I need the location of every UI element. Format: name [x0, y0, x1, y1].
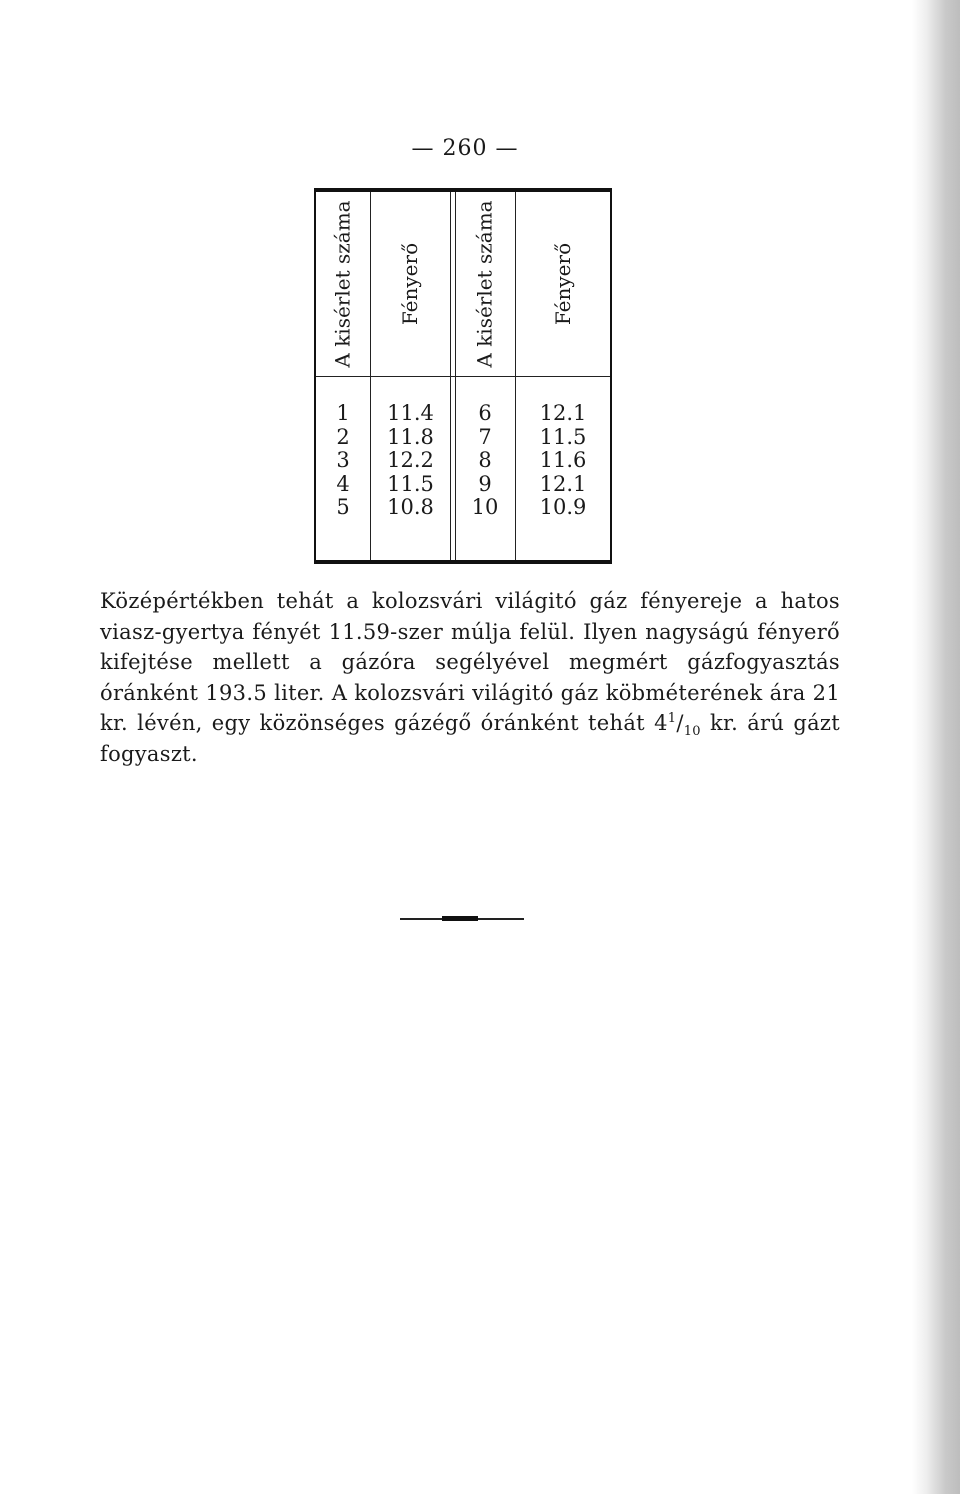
header-label: Fényerő: [398, 242, 423, 326]
table-cell: 11.8: [387, 424, 434, 449]
body-paragraph: Középértékben tehát a kolozsvári világitó gáz fényereje a hatos viasz-gyertya fényét 11.59-szer múlja felül. Ilyen nagyságú fényerő kifejtése mellett a gázóra segélyével megmért gázfogyasztás óránként 193.5 liter. A kolozsvári világitó gáz köbméterének ára 21 kr. lévén, egy közönséges gázégő óránként tehát $4^1/_{10}$ kr. árú gázt fogyaszt.: [100, 589, 840, 766]
table-cell: 11.4: [387, 401, 434, 425]
table-cell: 12.1: [539, 401, 587, 425]
table-cell: 7: [478, 424, 492, 449]
paragraph-text: Középértékben tehát a kolozsvári világitó gáz fényereje a hatos viasz-gyertya fényét 11.59-szer múlja felül. Ilyen nagyságú fényerő kifejtése mellett a gázóra segélyével megmért gázfogyasztás óránként 193.5 liter. A kolozsvári világitó gáz köbméterének ára 21 kr. lévén, egy közönséges gázégő óránként tehát: [100, 589, 840, 735]
table-cell: 11.5: [539, 424, 587, 449]
table-cell: 3: [336, 448, 350, 472]
fraction-numerator: 1: [667, 711, 677, 726]
table-cell: 10.9: [539, 495, 587, 519]
table-cell: 11.5: [387, 471, 434, 496]
fraction-whole: 4: [654, 711, 668, 735]
column-luminosity: [371, 402, 450, 520]
header-rule: [316, 376, 610, 377]
header-luminosity: [371, 192, 450, 376]
measurement-table: [314, 188, 612, 564]
column-experiment-number: [316, 402, 370, 520]
header-label: A kisérlet száma: [473, 200, 497, 368]
table-cell: 1: [336, 401, 350, 425]
table-cell: 5: [336, 495, 350, 519]
table-cell: 8: [478, 448, 492, 472]
column-experiment-number: [455, 402, 515, 520]
header-experiment-number: [455, 192, 515, 376]
table-cell: 4: [336, 471, 350, 496]
header-luminosity: [516, 192, 610, 376]
table-cell: 6: [478, 401, 492, 425]
table-cell: 9: [478, 471, 492, 496]
closing-ornament-rule: [400, 918, 524, 920]
table-cell: 2: [336, 424, 350, 449]
header-experiment-number: [316, 192, 370, 376]
table-cell: 10: [471, 495, 499, 519]
table-cell: 11.6: [539, 448, 587, 472]
header-label: A kisérlet száma: [331, 200, 355, 368]
table-cell: 12.1: [539, 471, 587, 496]
scanned-page-edge: [912, 0, 960, 1494]
page-number: — 260 —: [411, 136, 519, 161]
header-label: Fényerő: [551, 242, 575, 326]
table-cell: 12.2: [387, 448, 434, 472]
column-luminosity: [516, 402, 610, 520]
paragraph-text-end: kr. árú gázt fogyaszt.: [100, 711, 840, 766]
fraction-denominator: 10: [683, 724, 701, 740]
table-cell: 10.8: [387, 495, 434, 519]
